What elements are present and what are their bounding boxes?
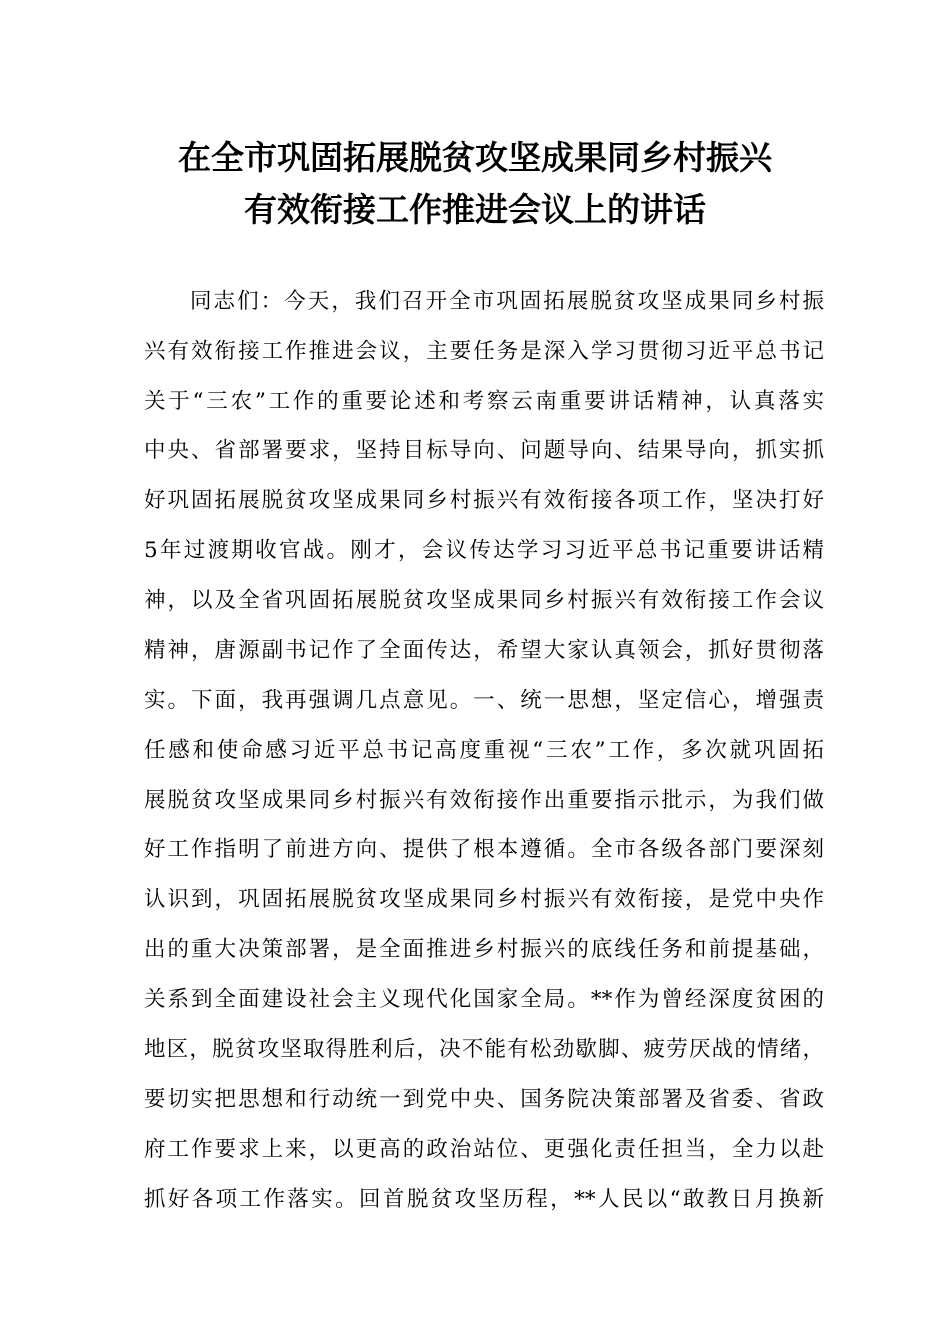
body-line: 神，以及全省巩固拓展脱贫攻坚成果同乡村振兴有效衔接工作会议 — [144, 588, 824, 613]
body-line: 同志们：今天，我们召开全市巩固拓展脱贫攻坚成果同乡村振 — [190, 289, 824, 314]
body-line: 好工作指明了前进方向、提供了根本遵循。全市各级各部门要深刻 — [144, 837, 824, 862]
body-line: 出的重大决策部署，是全面推进乡村振兴的底线任务和前提基础， — [144, 937, 824, 962]
title-line-2: 有效衔接工作推进会议上的讲话 — [244, 190, 706, 229]
title-line-1: 在全市巩固拓展脱贫攻坚成果同乡村振兴 — [178, 138, 772, 177]
body-line: 展脱贫攻坚成果同乡村振兴有效衔接作出重要指示批示，为我们做 — [144, 788, 824, 813]
body-line: 地区，脱贫攻坚取得胜利后，决不能有松劲歇脚、疲劳厌战的情绪， — [144, 1037, 824, 1062]
body-line: 关于“三农”工作的重要论述和考察云南重要讲话精神，认真落实 — [144, 389, 824, 414]
body-line: 兴有效衔接工作推进会议，主要任务是深入学习贯彻习近平总书记 — [144, 339, 824, 364]
body-line: 任感和使命感习近平总书记高度重视“三农”工作，多次就巩固拓 — [144, 738, 824, 763]
body-line: 认识到，巩固拓展脱贫攻坚成果同乡村振兴有效衔接，是党中央作 — [144, 887, 824, 912]
body-line: 关系到全面建设社会主义现代化国家全局。**作为曾经深度贫困的 — [144, 987, 824, 1012]
body-line: 府工作要求上来，以更高的政治站位、更强化责任担当，全力以赴 — [144, 1137, 824, 1162]
body-line: 精神，唐源副书记作了全面传达，希望大家认真领会，抓好贯彻落 — [144, 638, 824, 663]
body-line: 好巩固拓展脱贫攻坚成果同乡村振兴有效衔接各项工作，坚决打好 — [144, 488, 824, 513]
body-line: 5年过渡期收官战。刚才，会议传达学习习近平总书记重要讲话精 — [144, 538, 824, 563]
body-line: 中央、省部署要求，坚持目标导向、问题导向、结果导向，抓实抓 — [144, 438, 824, 463]
body-line: 实。下面，我再强调几点意见。一、统一思想，坚定信心，增强责 — [144, 688, 824, 713]
body-line: 要切实把思想和行动统一到党中央、国务院决策部署及省委、省政 — [144, 1087, 824, 1112]
body-line: 抓好各项工作落实。回首脱贫攻坚历程，**人民以“敢教日月换新 — [144, 1187, 824, 1212]
